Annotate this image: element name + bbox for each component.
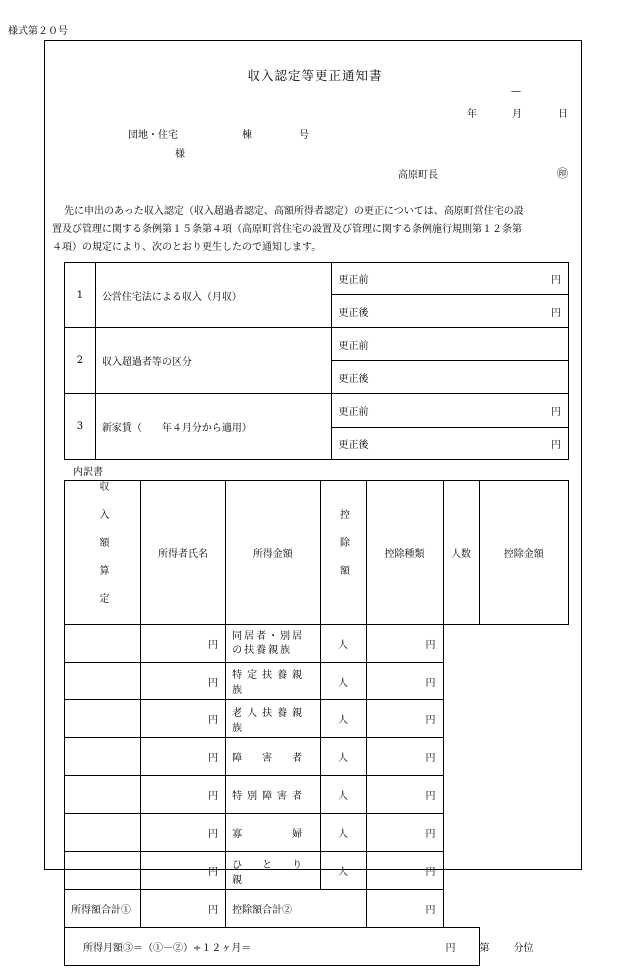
recipient-mune: 棟 xyxy=(242,130,252,141)
header-deduction-type: 控除種類 xyxy=(366,481,443,625)
income-total-amount[interactable]: 円 xyxy=(141,890,226,928)
deduction-type-cell: 寡 婦 xyxy=(226,814,320,852)
income-total-label: 所得額合計① xyxy=(65,890,141,928)
income-amount-cell[interactable]: 円 xyxy=(141,663,226,700)
income-name-cell[interactable] xyxy=(65,700,141,738)
breakdown-caption: 内訳書 xyxy=(73,467,103,478)
deduction-type-cell: 障 害 者 xyxy=(226,738,320,776)
deduction-amount-cell[interactable]: 円 xyxy=(366,700,443,738)
persons-cell[interactable]: 人 xyxy=(320,663,366,700)
income-amount-cell[interactable]: 円 xyxy=(141,776,226,814)
deduction-type-cell: 老人扶養親族 xyxy=(226,700,320,738)
breakdown-row xyxy=(65,738,569,776)
breakdown-row xyxy=(65,700,569,738)
date-month: 月 xyxy=(512,109,522,120)
item-3-after-label: 更正後 xyxy=(338,440,369,451)
deduction-amount-cell[interactable]: 円 xyxy=(366,814,443,852)
monthly-yen: 円 xyxy=(445,943,456,954)
monthly-income-cell xyxy=(65,928,534,966)
deduction-total-label: 控除額合計② xyxy=(226,890,366,928)
income-amount-cell[interactable]: 円 xyxy=(141,738,226,776)
deduction-amount-cell[interactable]: 円 xyxy=(366,776,443,814)
persons-cell[interactable]: 人 xyxy=(320,776,366,814)
body-line-1: 先に申出のあった収入認定（収入超過者認定、高額所得者認定）の更正については、高原町営住宅の設 xyxy=(64,206,524,217)
breakdown-row xyxy=(65,625,569,663)
persons-cell[interactable]: 人 xyxy=(320,738,366,776)
item-3-after xyxy=(332,428,569,460)
income-name-cell[interactable] xyxy=(65,663,141,700)
item-2-before xyxy=(332,328,569,361)
item-2-label: 収入超過者等の区分 xyxy=(95,328,332,394)
persons-cell[interactable]: 人 xyxy=(320,852,366,890)
doc-number-dash: — xyxy=(511,86,521,97)
item-1-label: 公営住宅法による収入（月収） xyxy=(95,263,332,328)
income-amount-cell[interactable]: 円 xyxy=(141,814,226,852)
persons-cell[interactable]: 人 xyxy=(320,625,366,663)
item-3-before-unit: 円 xyxy=(551,407,561,418)
monthly-bunni: 分位 xyxy=(513,943,534,954)
document-title: 収入認定等更正通知書 xyxy=(247,68,383,83)
header-deduction-amount: 控除金額 xyxy=(479,481,568,625)
side-label: 収入額算定 xyxy=(97,481,108,621)
item-2-no: 2 xyxy=(65,328,96,394)
seal-mark: ㊞ xyxy=(557,167,568,180)
item-3-before-label: 更正前 xyxy=(338,407,369,418)
breakdown-row xyxy=(65,776,569,814)
income-amount-cell[interactable]: 円 xyxy=(141,700,226,738)
item-1-before xyxy=(332,263,569,295)
body-line-3: ４項）の規定により、次のとおり更生したので通知します。 xyxy=(52,242,322,253)
date-year: 年 xyxy=(467,109,477,120)
header-amount: 所得金額 xyxy=(226,481,320,625)
breakdown-row xyxy=(65,663,569,700)
persons-cell[interactable]: 人 xyxy=(320,814,366,852)
deduction-amount-cell[interactable]: 円 xyxy=(366,738,443,776)
form-number: 様式第２０号 xyxy=(8,26,68,37)
recipient-gou: 号 xyxy=(299,130,309,141)
item-1-before-label: 更正前 xyxy=(338,275,369,286)
breakdown-row xyxy=(65,852,569,890)
items-table xyxy=(64,262,569,460)
recipient-danchi: 団地・住宅 xyxy=(128,130,178,141)
date-day: 日 xyxy=(558,109,568,120)
income-name-cell[interactable] xyxy=(65,852,141,890)
breakdown-table xyxy=(64,480,569,966)
persons-cell[interactable]: 人 xyxy=(320,700,366,738)
deduction-label-cell xyxy=(320,481,366,625)
deduction-label: 控除額 xyxy=(337,509,349,593)
monthly-formula: 所得月額③＝（①－②）÷１２ヶ月＝ xyxy=(83,943,252,954)
monthly-dai: 第 xyxy=(479,943,490,954)
deduction-amount-cell[interactable]: 円 xyxy=(366,663,443,700)
income-amount-cell[interactable]: 円 xyxy=(141,625,226,663)
income-name-cell[interactable] xyxy=(65,738,141,776)
income-name-cell[interactable] xyxy=(65,814,141,852)
deduction-type-cell: ひ と り 親 xyxy=(226,852,320,890)
header-name: 所得者氏名 xyxy=(141,481,226,625)
income-name-cell[interactable] xyxy=(65,776,141,814)
sender-name: 高原町長 xyxy=(398,170,438,181)
body-line-2: 置及び管理に関する条例第１５条第４項（高原町営住宅の設置及び管理に関する条例施行規則第１２条第 xyxy=(52,224,522,235)
item-1-after-label: 更正後 xyxy=(338,307,369,319)
item-3-after-unit: 円 xyxy=(551,440,561,451)
deduction-amount-cell[interactable]: 円 xyxy=(366,625,443,663)
side-label-cell xyxy=(65,481,141,625)
deduction-total-amount[interactable]: 円 xyxy=(366,890,443,928)
deduction-type-cell: 同居者・別居の扶養親族 xyxy=(226,625,320,663)
totals-row xyxy=(65,890,569,928)
item-3-no: 3 xyxy=(65,394,96,460)
item-2-after-label: 更正後 xyxy=(338,373,369,385)
item-1-after xyxy=(332,295,569,328)
item-3-label: 新家賃（ 年４月分から適用） xyxy=(95,394,332,460)
income-name-cell[interactable] xyxy=(65,625,141,663)
item-2-before-label: 更正前 xyxy=(338,340,369,352)
item-1-before-unit: 円 xyxy=(551,275,561,286)
breakdown-row xyxy=(65,814,569,852)
monthly-row xyxy=(65,928,569,966)
item-1-no: 1 xyxy=(65,263,96,328)
item-1-after-unit: 円 xyxy=(551,307,561,319)
deduction-amount-cell[interactable]: 円 xyxy=(366,852,443,890)
recipient-sama: 様 xyxy=(175,149,185,160)
item-3-before xyxy=(332,394,569,428)
income-amount-cell[interactable]: 円 xyxy=(141,852,226,890)
header-persons: 人数 xyxy=(443,481,479,625)
deduction-type-cell: 特別障害者 xyxy=(226,776,320,814)
deduction-type-cell: 特定扶養親族 xyxy=(226,663,320,700)
item-2-after xyxy=(332,361,569,394)
